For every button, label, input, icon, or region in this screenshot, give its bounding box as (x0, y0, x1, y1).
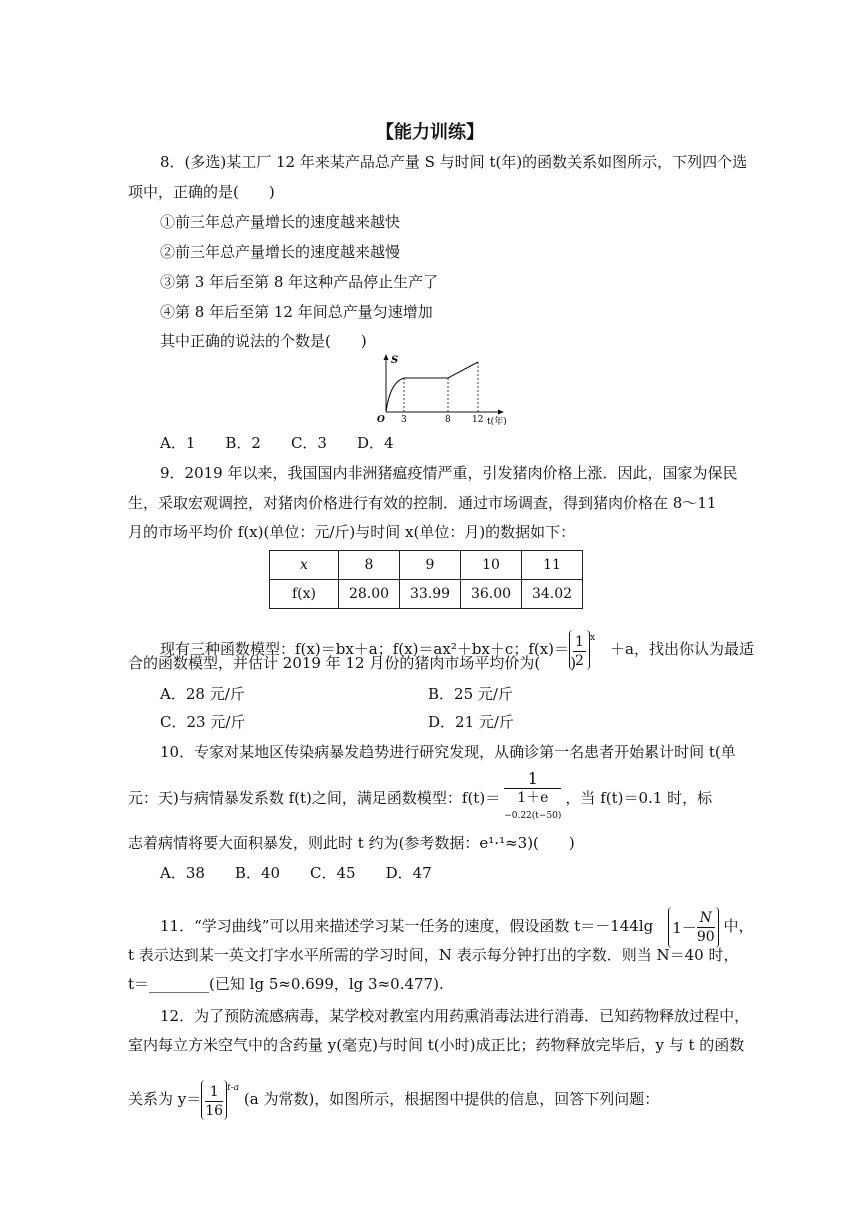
q12-line3: 关系为 y＝ $\frac{1}{16}$ $^{t-a}$ (a 为常数)，如图所示，根据图中提供的信息，回答下列问题： (128, 1068, 659, 1120)
q8-graph (370, 350, 510, 425)
q10-fraction: 1 1＋e $^{-0.22(t-50)}$ (504, 769, 562, 821)
table-cell: 28.00 (339, 580, 400, 609)
q8-graph-tick-8: 8 (445, 415, 451, 425)
q8-graph-ylabel: S (391, 355, 399, 366)
q11-paren-expr: 1－ $\frac{N}{90}$ (668, 907, 718, 948)
q9-line5: 合的函数模型，并估计 2019 年 12 月份的猪肉市场平均价为( ) (128, 654, 577, 672)
q10-line2: 元：天)与病情暴发系数 f(t)之间，满足函数模型：f(t)＝ 1 1＋e $^{-0.22(t-50)}$ ，当 f(t)＝0.1 时，标 (128, 770, 712, 828)
q8-option4: ④第 8 年后至第 12 年间总产量匀速增加 (160, 303, 433, 321)
q11-line1: 11．“学习曲线”可以用来描述学习某一任务的速度，假设函数 t＝－144lg 1－ $\frac{N}{90}$ 中， (160, 906, 753, 948)
q10-choices: A．38 B．40 C．45 D．47 (160, 864, 432, 882)
q8-option2: ②前三年总产量增长的速度越来越慢 (160, 243, 401, 261)
q9-line4: 现有三种函数模型：f(x)＝bx＋a；f(x)＝ax²＋bx＋c；f(x)＝ $\frac{1}{2}$ $^x$ ＋a，找出你认为最适 (160, 618, 754, 670)
q8-graph-tick-3: 3 (401, 415, 407, 425)
q12-line1: 12．为了预防流感病毒，某学校对教室内用药熏消毒法进行消毒．已知药物释放过程中， (160, 1007, 750, 1025)
table-cell: 8 (339, 551, 400, 580)
q9-choice-d: D．21 元/斤 (428, 713, 514, 731)
q9-data-table (269, 550, 583, 609)
q10-line1: 10．专家对某地区传染病暴发趋势进行研究发现，从确诊第一名患者开始累计时间 t(单 (160, 743, 736, 761)
q8-graph-xlabel: t(年) (487, 417, 507, 425)
q9-line1: 9．2019 年以来，我国国内非洲猪瘟疫情严重，引发猪肉价格上涨．因此，国家为保民 (160, 464, 738, 482)
table-row (270, 580, 583, 609)
q11-line2: t 表示达到某一英文打字水平所需的学习时间，N 表示每分钟打出的字数．则当 N＝40 时， (128, 946, 739, 964)
table-row (270, 551, 583, 580)
section-title: 【能力训练】 (376, 122, 484, 143)
q9-line3: 月的市场平均价 f(x)(单位：元/斤)与时间 x(单位：月)的数据如下： (128, 523, 576, 541)
table-cell: 36.00 (461, 580, 522, 609)
q8-graph-origin: O (377, 415, 385, 425)
q8-option3: ③第 3 年后至第 8 年这种产品停止生产了 (160, 273, 439, 291)
table-cell: 11 (522, 551, 583, 580)
table-cell: 10 (461, 551, 522, 580)
q11-line3: t＝________(已知 lg 5≈0.699，lg 3≈0.477). (128, 975, 444, 993)
table-cell: f(x) (270, 580, 339, 609)
q8-option1: ①前三年总产量增长的速度越来越快 (160, 213, 401, 231)
q8-line1: 8．(多选)某工厂 12 年来某产品总产量 S 与时间 t(年)的函数关系如图所示，下列四个选 (160, 153, 748, 171)
q8-graph-tick-12: 12 (472, 415, 484, 425)
q9-choice-b: B．25 元/斤 (428, 685, 513, 703)
q9-fraction: $\frac{1}{2}$ (569, 630, 590, 670)
q9-line2: 生，采取宏观调控，对猪肉价格进行有效的控制．通过市场调查，得到猪肉价格在 8～11 (128, 494, 717, 512)
table-cell: 34.02 (522, 580, 583, 609)
q12-line2: 室内每立方米空气中的含药量 y(毫克)与时间 t(小时)成正比；药物释放完毕后，y 与 t 的函数 (128, 1036, 745, 1054)
table-cell: x (270, 551, 339, 580)
q8-line2: 项中，正确的是( ) (128, 183, 275, 201)
q10-line3: 志着病情将要大面积暴发，则此时 t 约为(参考数据：e¹·¹≈3)( ) (128, 834, 575, 852)
q8-choices: A．1 B．2 C．3 D．4 (160, 434, 394, 452)
q9-choice-c: C．23 元/斤 (160, 713, 246, 731)
table-cell: 9 (400, 551, 461, 580)
q8-ask: 其中正确的说法的个数是( ) (160, 332, 367, 350)
q9-choice-a: A．28 元/斤 (160, 685, 245, 703)
table-cell: 33.99 (400, 580, 461, 609)
q12-fraction: $\frac{1}{16}$ (201, 1080, 227, 1120)
